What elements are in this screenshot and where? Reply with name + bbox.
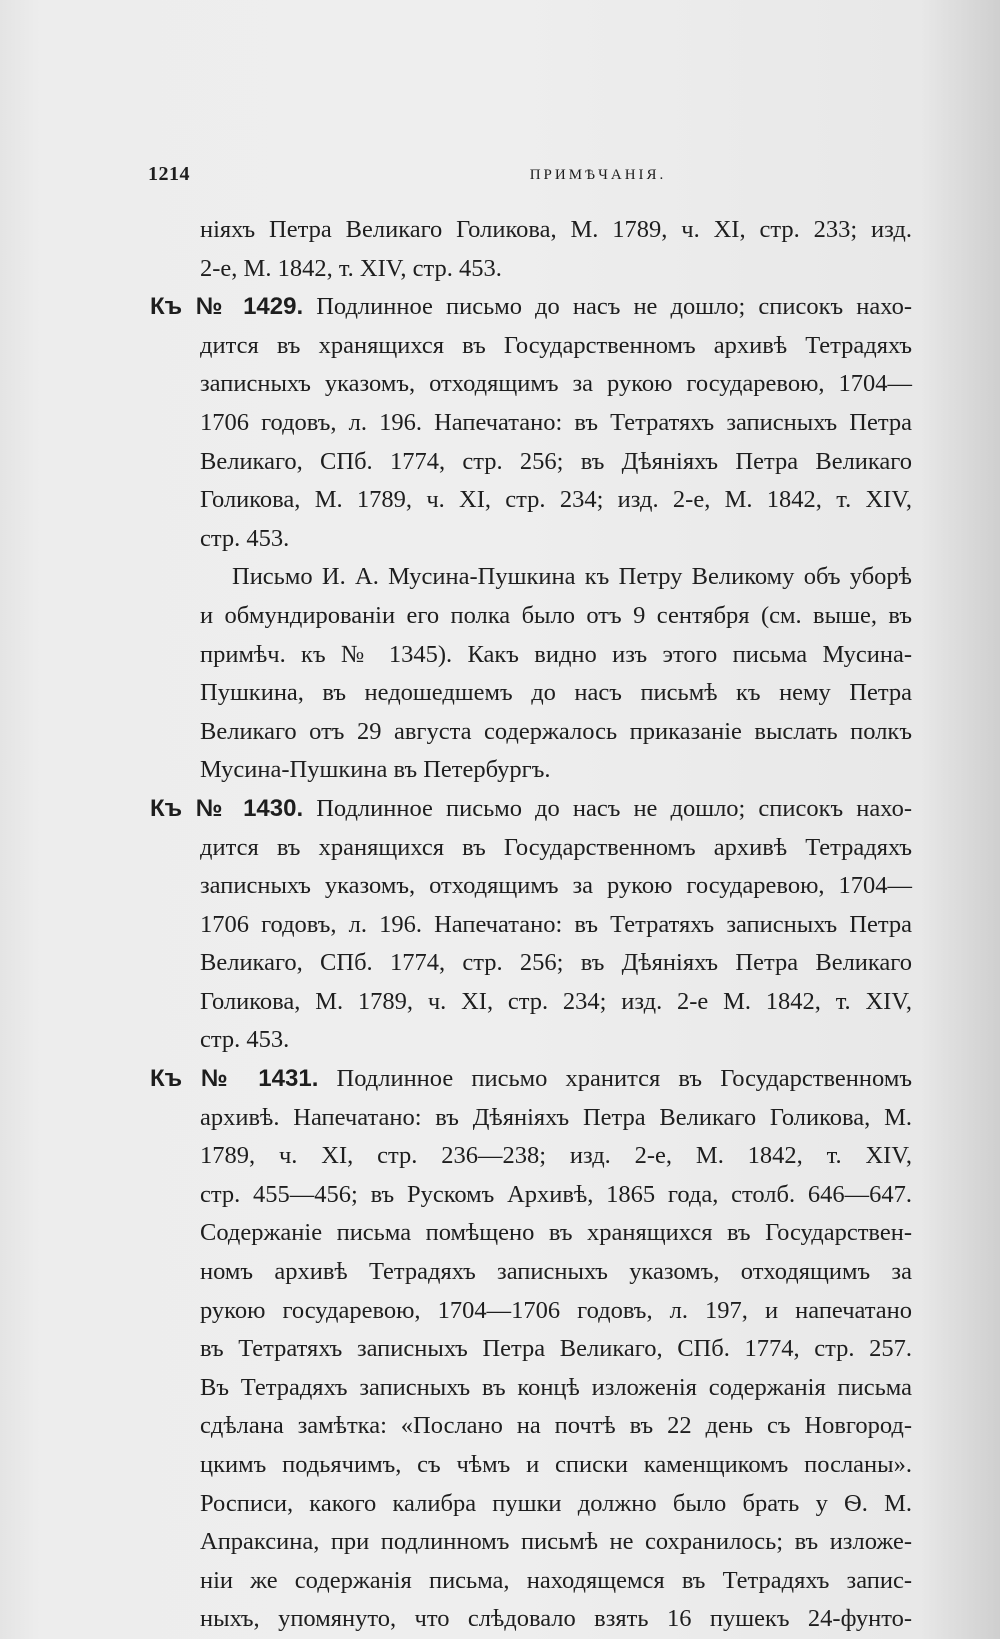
text-line: [200, 829, 912, 868]
note-heading-line: [150, 288, 912, 327]
line-text: примѣч. къ № 1345). Какъ видно изъ этого письма Мусина-: [200, 640, 912, 668]
line-text: стр. 453.: [200, 1026, 290, 1054]
line-text: Великаго, СПб. 1774, стр. 256; въ Дѣяніяхъ Петра Великаго: [200, 447, 912, 475]
line-text: ніяхъ Петра Великаго Голикова, М. 1789, ч. XI, стр. 233; изд.: [200, 216, 912, 243]
text-line: [200, 211, 912, 250]
line-text: Великаго, СПб. 1774, стр. 256; въ Дѣяніяхъ Петра Великаго: [200, 949, 912, 977]
line-text: Подлинное письмо до насъ не дошло; списокъ нахо-: [303, 293, 913, 321]
text-line: [200, 1214, 912, 1253]
text-line: [200, 1407, 912, 1446]
line-text: 2-е, М. 1842, т. XIV, стр. 453.: [200, 254, 502, 282]
line-text: стр. 455—456; въ Рускомъ Архивѣ, 1865 года, столб. 646—647.: [200, 1180, 912, 1208]
text-line: [200, 636, 912, 675]
page-number: 1214: [148, 163, 190, 185]
page-body-text: [150, 211, 913, 1639]
line-text: дится въ хранящихся въ Государственномъ архивѣ Тетрадяхъ: [200, 833, 912, 861]
line-text: архивѣ. Напечатано: въ Дѣяніяхъ Петра Великаго Голикова, М.: [200, 1103, 912, 1131]
text-line: [200, 1369, 912, 1408]
text-line: [200, 906, 912, 945]
line-text: сдѣлана замѣтка: «Послано на почтѣ въ 22 день съ Новгород-: [200, 1412, 912, 1440]
page-header: [148, 163, 908, 193]
text-line: [200, 327, 912, 366]
line-text: ныхъ, упомянуто, что слѣдовало взять 16 пушекъ 24-фунто-: [200, 1605, 912, 1633]
text-line: [200, 944, 912, 983]
line-text: и обмундированіи его полка было отъ 9 сентября (см. выше, въ: [200, 601, 912, 629]
text-line: [200, 867, 912, 906]
text-line: [200, 1485, 912, 1524]
text-line: [200, 674, 912, 713]
line-text: Подлинное письмо до насъ не дошло; списокъ нахо-: [303, 794, 913, 822]
text-line: [200, 1446, 912, 1485]
line-text: Письмо И. А. Мусина-Пушкина къ Петру Великому объ уборѣ: [232, 563, 912, 591]
line-text: Голикова, М. 1789, ч. XI, стр. 234; изд. 2-е, М. 1842, т. XIV,: [200, 486, 912, 514]
text-line: [200, 520, 912, 559]
line-text: 1706 годовъ, л. 196. Напечатано: въ Тетратяхъ записныхъ Петра: [200, 408, 912, 436]
text-line: [200, 404, 912, 443]
line-text: рукою государевою, 1704—1706 годовъ, л. 197, и напечатано: [200, 1296, 912, 1324]
line-text: Апраксина, при подлинномъ письмѣ не сохранилось; въ изложе-: [200, 1528, 912, 1556]
text-line: [200, 443, 912, 482]
line-text: номъ архивѣ Тетрадяхъ записныхъ указомъ, отходящимъ за: [200, 1258, 912, 1286]
line-text: Великаго отъ 29 августа содержалось приказаніе выслать полкъ: [200, 717, 912, 745]
note-reference: Къ № 1429.: [150, 293, 304, 321]
text-line: [200, 481, 912, 520]
text-line: [200, 1099, 912, 1138]
text-line: [200, 597, 912, 636]
line-text: Пушкина, въ недошедшемъ до насъ письмѣ къ нему Петра: [200, 679, 912, 707]
text-line: [200, 1600, 912, 1639]
note-heading-line: [150, 790, 912, 829]
line-text: Въ Тетрадяхъ записныхъ въ концѣ изложенія содержанія письма: [200, 1373, 912, 1401]
text-line: [200, 1021, 912, 1060]
text-line: [200, 1330, 912, 1369]
note-heading-line: [150, 1060, 912, 1099]
line-text: въ Тетратяхъ записныхъ Петра Великаго, СПб. 1774, стр. 257.: [200, 1335, 912, 1363]
line-text: записныхъ указомъ, отходящимъ за рукою государевою, 1704—: [200, 370, 912, 398]
line-text: стр. 453.: [200, 524, 290, 552]
text-line: [200, 1253, 912, 1292]
text-line: [200, 713, 912, 752]
line-text: Содержаніе письма помѣщено въ хранящихся въ Государствен-: [200, 1219, 912, 1247]
text-line: [200, 1292, 912, 1331]
line-text: записныхъ указомъ, отходящимъ за рукою государевою, 1704—: [200, 872, 912, 900]
line-text: 1706 годовъ, л. 196. Напечатано: въ Тетратяхъ записныхъ Петра: [200, 910, 912, 938]
line-text: Росписи, какого калибра пушки должно было брать у Ѳ. М.: [200, 1489, 912, 1517]
text-line: [200, 1176, 912, 1215]
line-text: Мусина-Пушкина въ Петербургъ.: [200, 756, 551, 784]
running-title: ПРИМѢЧАНІЯ.: [529, 167, 667, 183]
text-line: [200, 250, 912, 289]
line-text: 1789, ч. XI, стр. 236—238; изд. 2-е, М. 1842, т. XIV,: [200, 1142, 912, 1170]
text-line: [200, 365, 912, 404]
line-text: ніи же содержанія письма, находящемся въ Тетрадяхъ запис-: [200, 1566, 912, 1594]
text-line: [200, 751, 912, 790]
line-text: цкимъ подьячимъ, съ чѣмъ и списки каменщикомъ посланы».: [200, 1451, 912, 1478]
text-line: [200, 1137, 912, 1176]
text-line: [200, 558, 912, 597]
note-reference: Къ № 1431.: [150, 1065, 319, 1093]
line-text: Подлинное письмо хранится въ Государственномъ: [318, 1065, 912, 1093]
text-line: [200, 1562, 912, 1601]
line-text: Голикова, М. 1789, ч. XI, стр. 234; изд. 2-е М. 1842, т. XIV,: [200, 987, 912, 1015]
text-line: [200, 1523, 912, 1562]
note-reference: Къ № 1430.: [150, 794, 304, 822]
text-line: [200, 983, 912, 1022]
line-text: дится въ хранящихся въ Государственномъ архивѣ Тетрадяхъ: [200, 331, 912, 359]
